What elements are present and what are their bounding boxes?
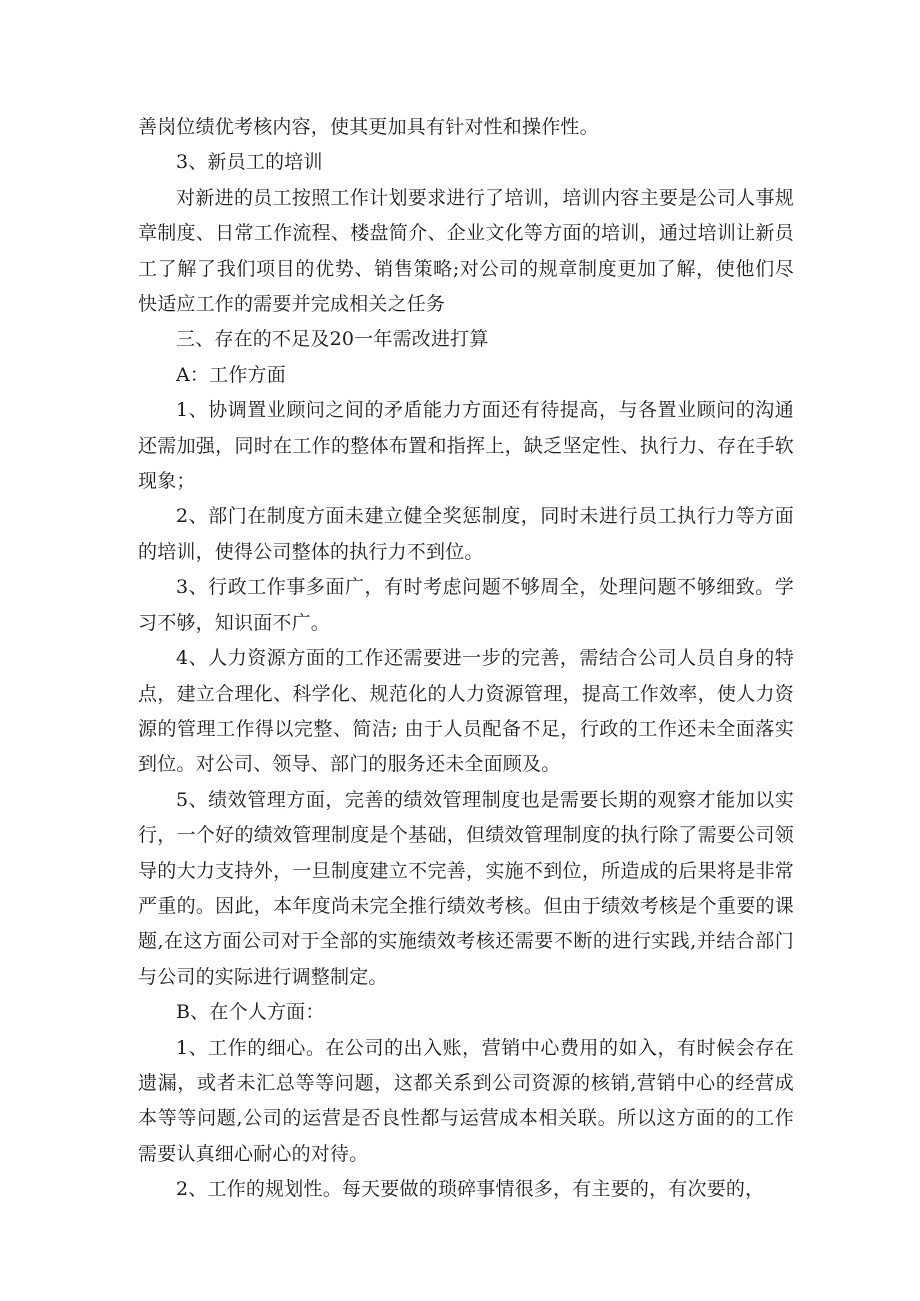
paragraph-6: 1、协调置业顾问之间的矛盾能力方面还有待提高，与各置业顾问的沟通还需加强，同时在工作的整体布置和指挥上，缺乏坚定性、执行力、存在手软现象； bbox=[138, 399, 794, 493]
document-page bbox=[138, 110, 794, 1208]
paragraph-12: 1、工作的细心。在公司的出入账，营销中心费用的如入，有时候会存在遗漏，或者未汇总等等问题，这都关系到公司资源的核销,营销中心的经营成本等等问题,公司的运营是否良性都与运营成本相关联。所以这方面的的工作需要认真细心耐心的对待。 bbox=[138, 1036, 794, 1165]
paragraph-5-heading: A：工作方面 bbox=[176, 363, 286, 386]
paragraph-11-heading: B、在个人方面： bbox=[176, 1001, 325, 1024]
paragraph-10: 5、绩效管理方面，完善的绩效管理制度也是需要长期的观察才能加以实行，一个好的绩效管理制度是个基础，但绩效管理制度的执行除了需要公司领导的大力支持外，一旦制度建立不完善，实施不到位，所造成的后果将是非常严重的。因此，本年度尚未完全推行绩效考核。但由于绩效考核是个重要的课题,在这方面公司对于全部的实施绩效考核还需要不断的进行实践,并结合部门与公司的实际进行调整制定。 bbox=[138, 788, 794, 988]
paragraph-13: 2、工作的规划性。每天要做的琐碎事情很多，有主要的，有次要的， bbox=[176, 1178, 765, 1201]
paragraph-8: 3、行政工作事多面广，有时考虑问题不够周全，处理问题不够细致。学习不够，知识面不广。 bbox=[138, 576, 794, 634]
paragraph-1: 善岗位绩优考核内容，使其更加具有针对性和操作性。 bbox=[138, 116, 599, 138]
paragraph-3: 对新进的员工按照工作计划要求进行了培训，培训内容主要是公司人事规章制度、日常工作流程、楼盘简介、企业文化等方面的培训，通过培训让新员工了解了我们项目的优势、销售策略;对公司的规章制度更加了解，使他们尽快适应工作的需要并完成相关之任务 bbox=[138, 186, 794, 316]
paragraph-4-heading: 三、存在的不足及20一年需改进打算 bbox=[176, 328, 489, 351]
paragraph-7: 2、部门在制度方面未建立健全奖惩制度，同时未进行员工执行力等方面的培训，使得公司整体的执行力不到位。 bbox=[138, 505, 794, 563]
paragraph-9: 4、人力资源方面的工作还需要进一步的完善，需结合公司人员自身的特点，建立合理化、科学化、规范化的人力资源管理，提高工作效率，使人力资源的管理工作得以完整、简洁; 由于人员配备不足，行政的工作还未全面落实到位。对公司、领导、部门的服务还未全面顾及。 bbox=[138, 647, 794, 776]
paragraph-2-heading: 3、新员工的培训 bbox=[176, 151, 323, 174]
